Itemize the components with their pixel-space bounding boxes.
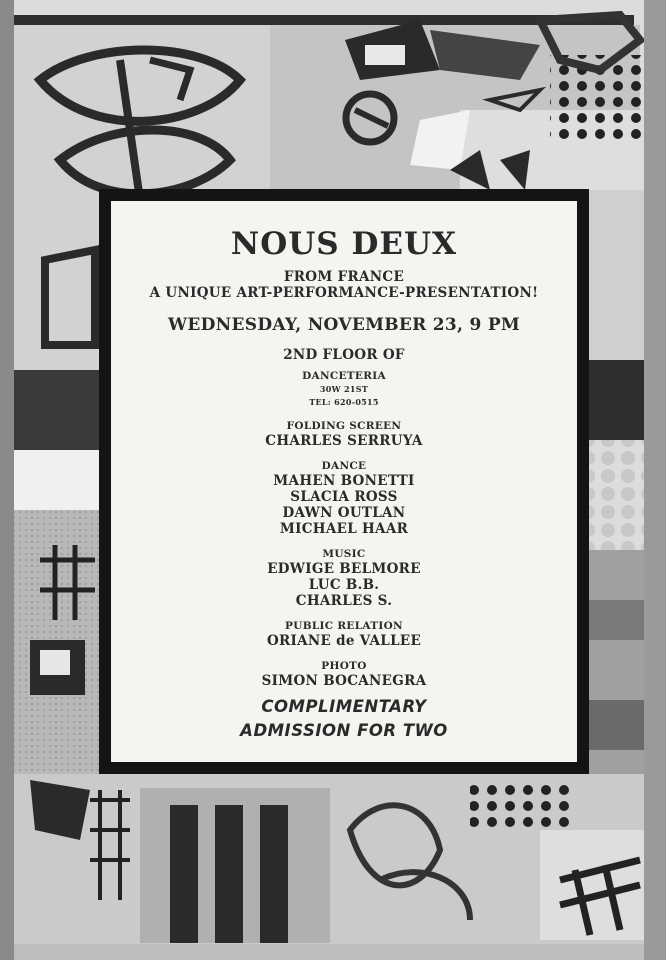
- origin-line: FROM FRANCE: [283, 269, 405, 285]
- event-info-panel: [99, 189, 589, 774]
- event-title: NOUS DEUX: [230, 226, 458, 262]
- credit-role: PHOTO: [321, 660, 367, 672]
- credit-name: CHARLES SERRUYA: [265, 433, 423, 449]
- event-info-content: [111, 201, 577, 762]
- credit-role: FOLDING SCREEN: [286, 420, 402, 432]
- credit-name: EDWIGE BELMORE: [267, 561, 421, 577]
- credit-name: SIMON BOCANEGRA: [261, 673, 427, 689]
- credit-name: SLACIA ROSS: [290, 489, 398, 505]
- venue-phone: TEL: 620-0515: [309, 397, 379, 407]
- credit-name: MAHEN BONETTI: [273, 473, 415, 489]
- credit-role: PUBLIC RELATION: [285, 620, 403, 632]
- venue-floor: 2ND FLOOR OF: [283, 347, 405, 363]
- promo-line: ADMISSION FOR TWO: [240, 721, 448, 740]
- tagline: A UNIQUE ART-PERFORMANCE-PRESENTATION!: [149, 285, 539, 301]
- credit-name: DAWN OUTLAN: [282, 505, 406, 521]
- credit-role: MUSIC: [322, 548, 366, 560]
- credit-name: CHARLES S.: [295, 593, 393, 609]
- credit-name: ORIANE de VALLEE: [266, 633, 422, 649]
- credit-role: DANCE: [321, 460, 367, 472]
- credit-name: LUC B.B.: [308, 577, 380, 593]
- promo-line: COMPLIMENTARY: [261, 697, 427, 716]
- venue-address: 30W 21ST: [319, 384, 369, 394]
- venue-name: DANCETERIA: [302, 370, 386, 382]
- event-date: WEDNESDAY, NOVEMBER 23, 9 PM: [167, 315, 521, 335]
- credit-name: MICHAEL HAAR: [279, 521, 409, 537]
